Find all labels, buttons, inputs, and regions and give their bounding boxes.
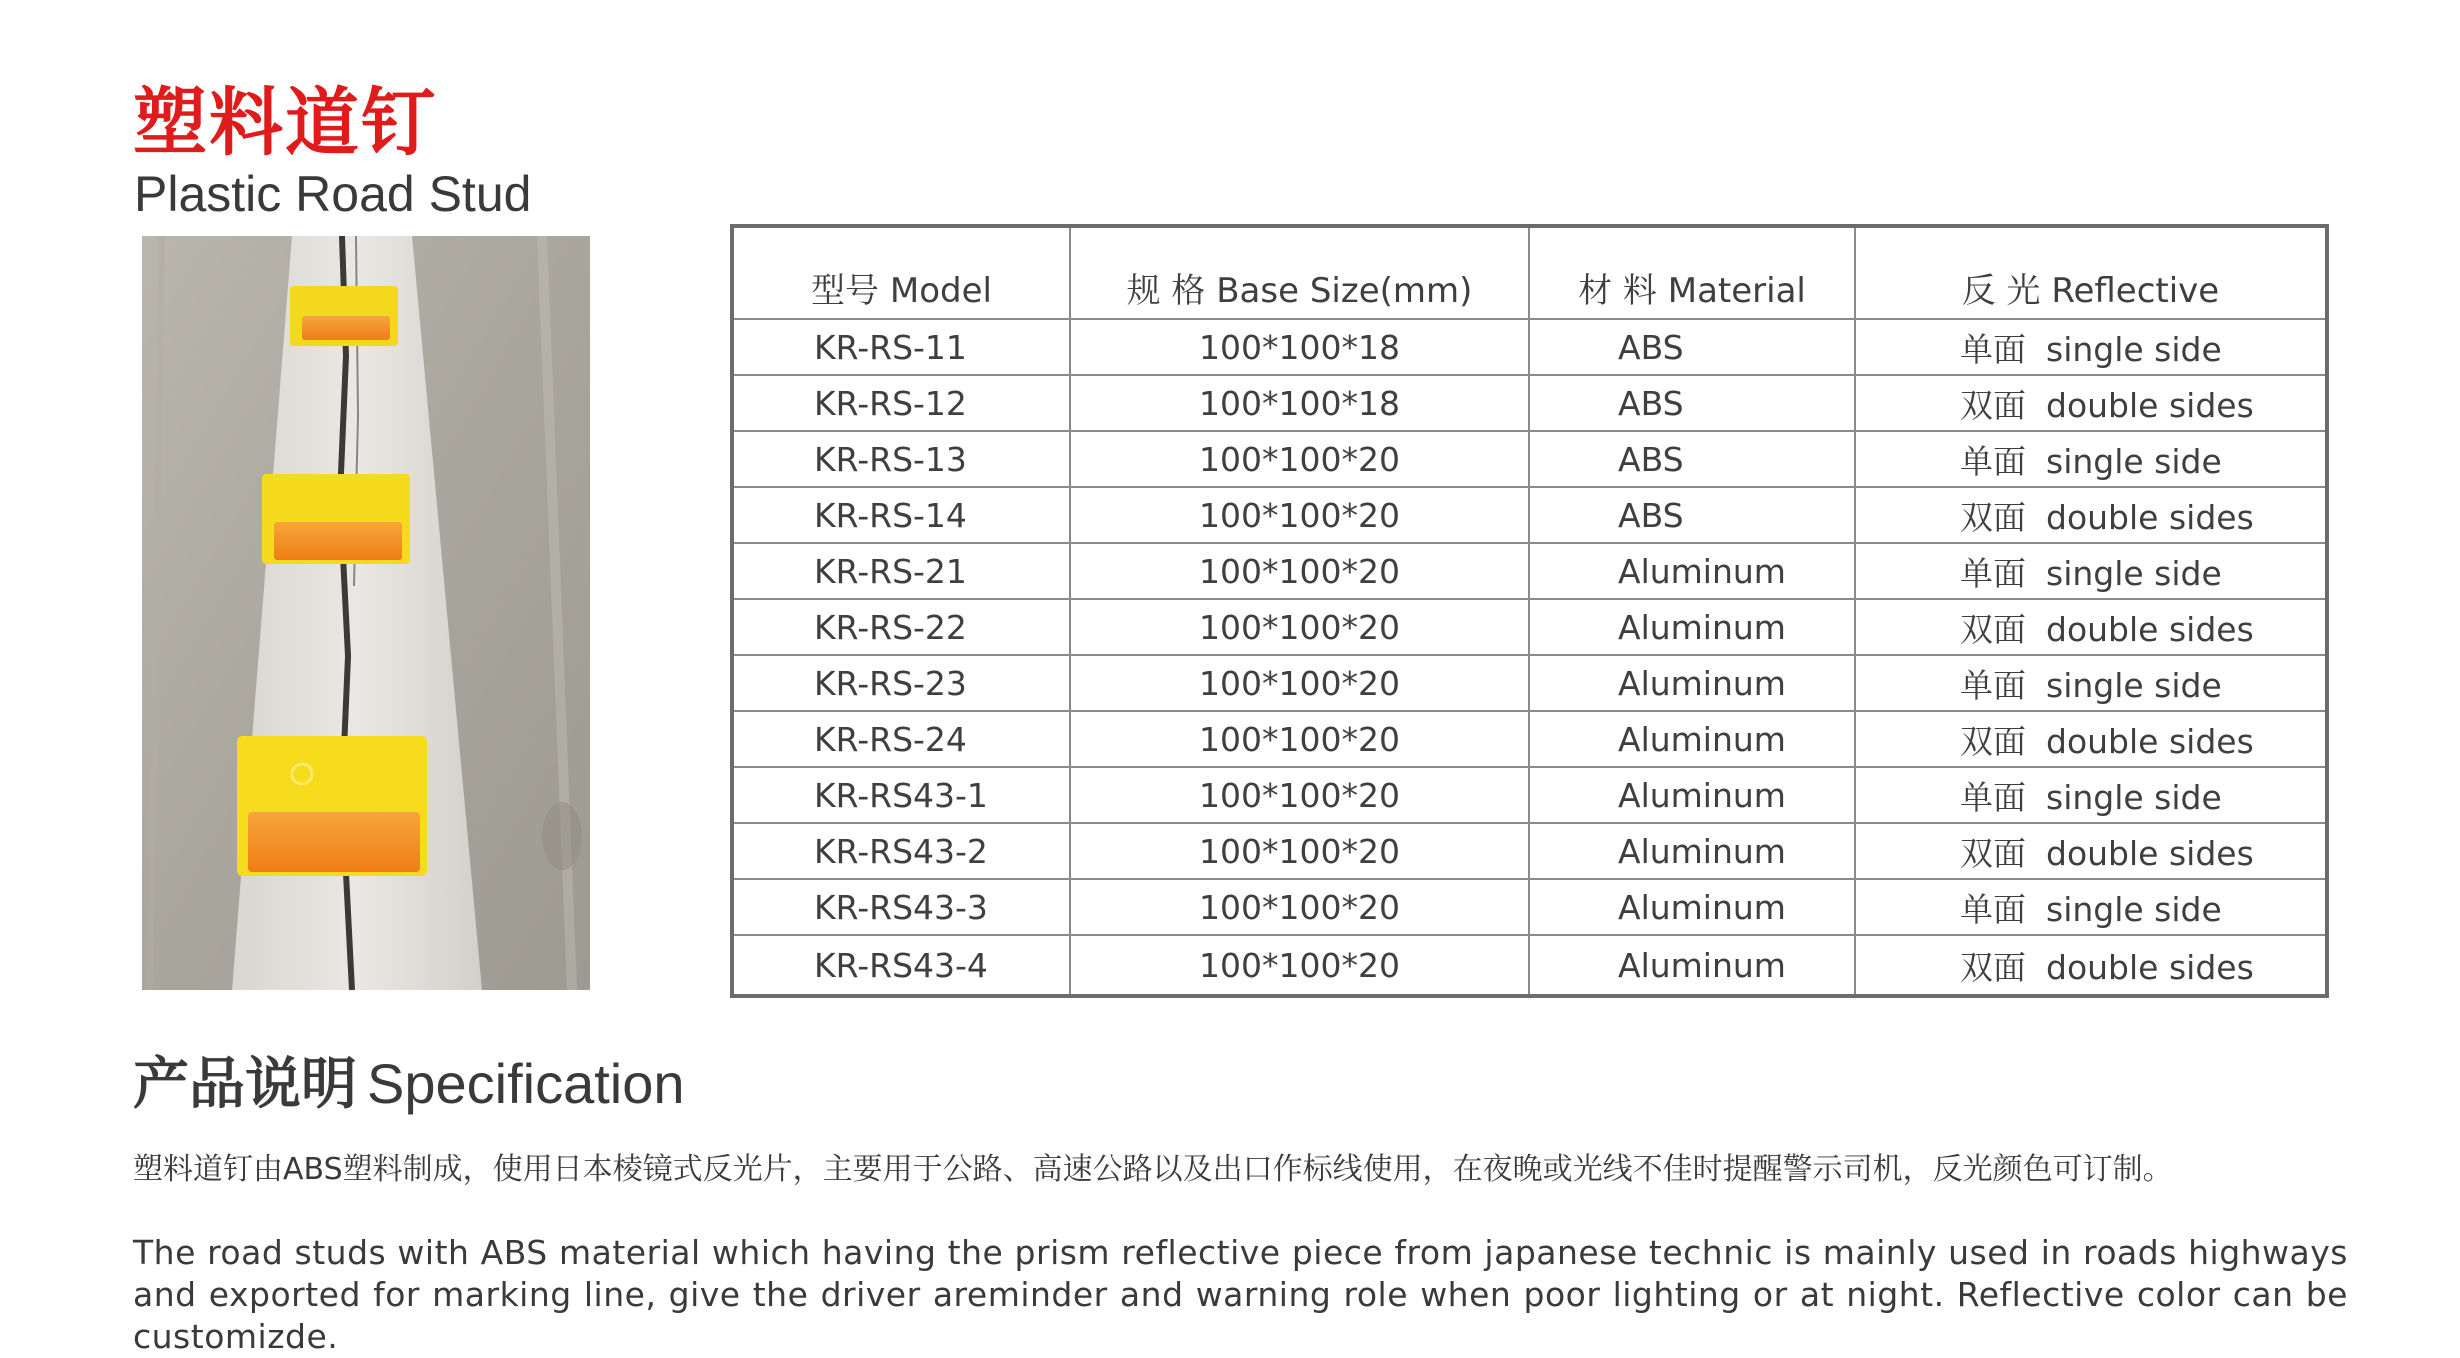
table-row [732,375,2327,431]
cell-material: Aluminum [1529,935,1855,996]
cell-model: KR-RS43-4 [732,935,1070,996]
reflective-en: double sides [2046,385,2254,425]
cell-model: KR-RS43-1 [732,767,1070,823]
cell-reflective [1855,319,2327,375]
cell-model: KR-RS-22 [732,599,1070,655]
cell-model: KR-RS-13 [732,431,1070,487]
cell-model: KR-RS-21 [732,543,1070,599]
cell-material: Aluminum [1529,823,1855,879]
cell-size: 100*100*20 [1070,599,1529,655]
cell-material: Aluminum [1529,543,1855,599]
header-model: 型号 Model [732,226,1070,319]
reflective-en: double sides [2046,721,2254,761]
cell-reflective [1855,487,2327,543]
cell-size: 100*100*20 [1070,879,1529,935]
table-row [732,543,2327,599]
description-en: The road studs with ABS material which having the prism reflective piece from japanese technic is mainly used in roads highways and exported for marking line, give the driver areminder and warning role when poor lighting or at night. Reflective color can be customizde. [133,1233,2348,1356]
reflective-en: single side [2046,889,2222,929]
cell-reflective [1855,543,2327,599]
cell-material: ABS [1529,375,1855,431]
table-row [732,319,2327,375]
cell-model: KR-RS43-3 [732,879,1070,935]
cell-size: 100*100*20 [1070,431,1529,487]
cell-reflective [1855,823,2327,879]
table-row [732,879,2327,935]
specification-heading [133,1050,685,1119]
cell-size: 100*100*20 [1070,823,1529,879]
cell-size: 100*100*20 [1070,655,1529,711]
reflective-en: single side [2046,777,2222,817]
cell-reflective [1855,431,2327,487]
cell-reflective [1855,599,2327,655]
page-title-en: Plastic Road Stud [134,166,532,222]
header-size: 规 格 Base Size(mm) [1070,226,1529,319]
reflective-en: single side [2046,665,2222,705]
header-reflective: 反 光 Reflective [1855,226,2327,319]
table-row [732,823,2327,879]
table-row [732,711,2327,767]
reflective-cn: 单面 [1960,553,2026,593]
reflective-cn: 单面 [1960,441,2026,481]
cell-model: KR-RS-24 [732,711,1070,767]
cell-reflective [1855,935,2327,996]
reflective-cn: 单面 [1960,777,2026,817]
product-photo [142,236,590,990]
cell-reflective [1855,879,2327,935]
reflective-en: single side [2046,441,2222,481]
specification-heading-cn: 产品说明 [133,1052,357,1117]
cell-model: KR-RS-11 [732,319,1070,375]
cell-size: 100*100*18 [1070,375,1529,431]
cell-size: 100*100*20 [1070,543,1529,599]
reflective-en: double sides [2046,609,2254,649]
table-row [732,487,2327,543]
cell-size: 100*100*20 [1070,711,1529,767]
cell-material: Aluminum [1529,711,1855,767]
cell-model: KR-RS43-2 [732,823,1070,879]
reflective-cn: 双面 [1960,497,2026,537]
reflective-cn: 单面 [1960,329,2026,369]
table-header-row [732,226,2327,319]
cell-reflective [1855,711,2327,767]
cell-reflective [1855,655,2327,711]
cell-reflective [1855,375,2327,431]
reflective-cn: 单面 [1960,665,2026,705]
reflective-en: single side [2046,553,2222,593]
cell-model: KR-RS-14 [732,487,1070,543]
cell-reflective [1855,767,2327,823]
table-row [732,935,2327,996]
cell-model: KR-RS-12 [732,375,1070,431]
table-row [732,655,2327,711]
specification-heading-en: Specification [367,1052,685,1115]
reflective-en: double sides [2046,833,2254,873]
table-row [732,599,2327,655]
cell-material: Aluminum [1529,767,1855,823]
reflective-en: double sides [2046,497,2254,537]
reflective-en: double sides [2046,947,2254,987]
cell-material: Aluminum [1529,655,1855,711]
cell-size: 100*100*20 [1070,935,1529,996]
table-row [732,767,2327,823]
reflective-cn: 单面 [1960,889,2026,929]
description-cn: 塑料道钉由ABS塑料制成，使用日本棱镜式反光片，主要用于公路、高速公路以及出口作标线使用，在夜晚或光线不佳时提醒警示司机，反光颜色可订制。 [133,1152,2173,1187]
spec-table [730,224,2329,998]
table-row [732,431,2327,487]
cell-material: ABS [1529,487,1855,543]
cell-material: ABS [1529,431,1855,487]
page-title-cn: 塑料道钉 [133,80,437,166]
reflective-cn: 双面 [1960,385,2026,425]
reflective-cn: 双面 [1960,833,2026,873]
reflective-cn: 双面 [1960,609,2026,649]
cell-size: 100*100*20 [1070,487,1529,543]
cell-model: KR-RS-23 [732,655,1070,711]
cell-size: 100*100*18 [1070,319,1529,375]
cell-material: Aluminum [1529,879,1855,935]
cell-size: 100*100*20 [1070,767,1529,823]
cell-material: Aluminum [1529,599,1855,655]
reflective-en: single side [2046,329,2222,369]
cell-material: ABS [1529,319,1855,375]
header-material: 材 料 Material [1529,226,1855,319]
reflective-cn: 双面 [1960,721,2026,761]
reflective-cn: 双面 [1960,947,2026,987]
